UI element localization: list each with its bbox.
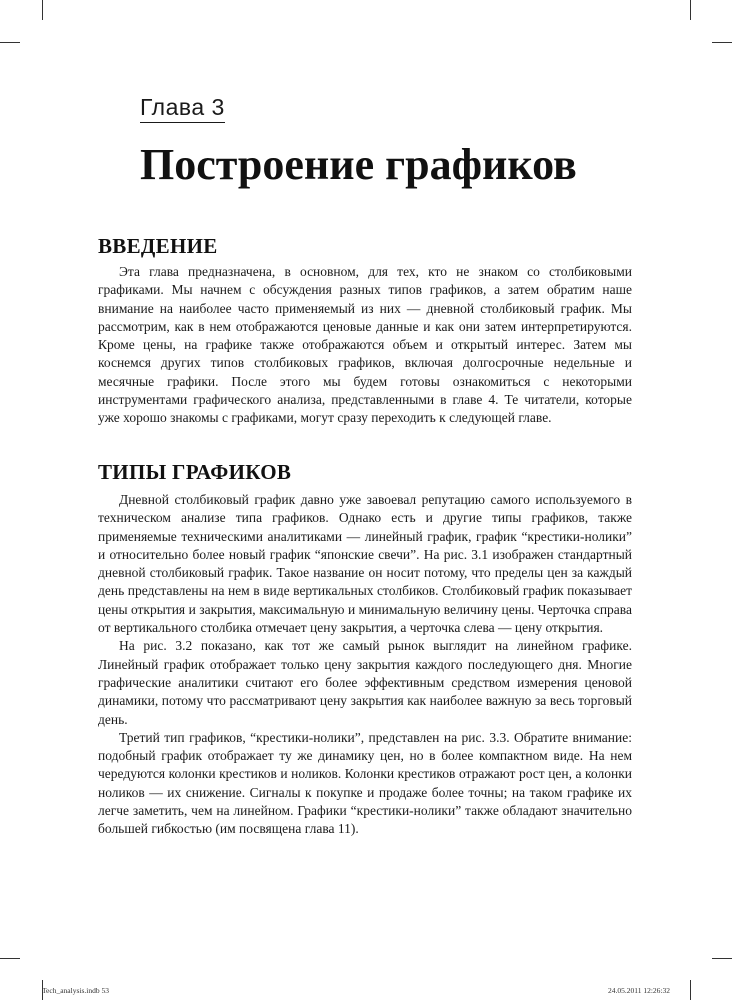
section-chart-types [98, 460, 632, 839]
chapter-label: Глава 3 [140, 93, 225, 123]
footer-file-info: Tech_analysis.indb 53 [42, 986, 109, 995]
section-heading: ВВЕДЕНИЕ [98, 234, 218, 258]
crop-mark-right-top [712, 42, 732, 43]
paragraph: Третий тип графиков, “крестики-нолики”, представлен на рис. 3.3. Обратите внимание: подобный график отображает ту же динамику цен, но в более компактном виде. На нем чередуются колонки крестиков и ноликов. Колонки крестиков отражают рост цен, а колонки ноликов — их снижение. Сигналы к покупке и продаже более точны; на таком графике их легче заметить, чем на линейном. Графики “крестики-нолики” также обладают значительно большей гибкостью (им посвящена глава 11). [98, 729, 632, 837]
crop-mark-right-bottom [712, 958, 732, 959]
paragraph: На рис. 3.2 показано, как тот же самый рынок выглядит на линейном графике. Линейный график отображает только цену закрытия каждого последующего дня. Многие графические аналитики считают его более эффективным средством измерения ценовой динамики, потому что рассматривают цену закрытия как наиболее важную за весь торговый день. [98, 638, 632, 727]
chapter-title: Построение графиков [140, 140, 577, 189]
footer-timestamp: 24.05.2011 12:26:32 [608, 986, 671, 995]
section-heading: ТИПЫ ГРАФИКОВ [98, 460, 292, 484]
crop-mark-bottom-right [690, 980, 691, 1000]
paragraph: Дневной столбиковый график давно уже завоевал репутацию самого используемого в техническом анализе типа графиков. Однако есть и другие типы графиков, также применяемые техническими аналитиками — линейный график, график “крестики-нолики” и относительно более новый график “японские свечи”. На рис. 3.1 изображен стандартный дневной столбиковый график. Такое название он носит потому, что пределы цен за каждый день представлены на нем в виде вертикальных столбиков. Столбиковый график показывает цены открытия и закрытия, максимальную и минимальную величину цены. Черточка справа от вертикального столбика отмечает цену закрытия, а черточка слева — цену открытия. [98, 492, 632, 636]
paragraph: Эта глава предназначена, в основном, для тех, кто не знаком со столбиковыми графиками. Мы начнем с обсуждения разных типов графиков, а затем обратим наше внимание на наиболее часто применяемый из них — дневной столбиковый график. Мы рассмотрим, как в нем отображаются ценовые данные и как они затем интерпретируются. Кроме цены, на графике также отображаются объем и открытый интерес. Затем мы коснемся других типов столбиковых графиков, включая долгосрочные недельные и месячные графики. После этого мы будем готовы ознакомиться с некоторыми инструментами графического анализа, представленными в главе 4. Те читатели, которые уже хорошо знакомы с графиками, могут сразу переходить к следующей главе. [98, 264, 632, 426]
crop-mark-left-bottom [0, 958, 20, 959]
crop-mark-top-right [690, 0, 691, 20]
crop-mark-left-top [0, 42, 20, 43]
crop-mark-top-left [42, 0, 43, 20]
section-introduction [98, 234, 632, 428]
